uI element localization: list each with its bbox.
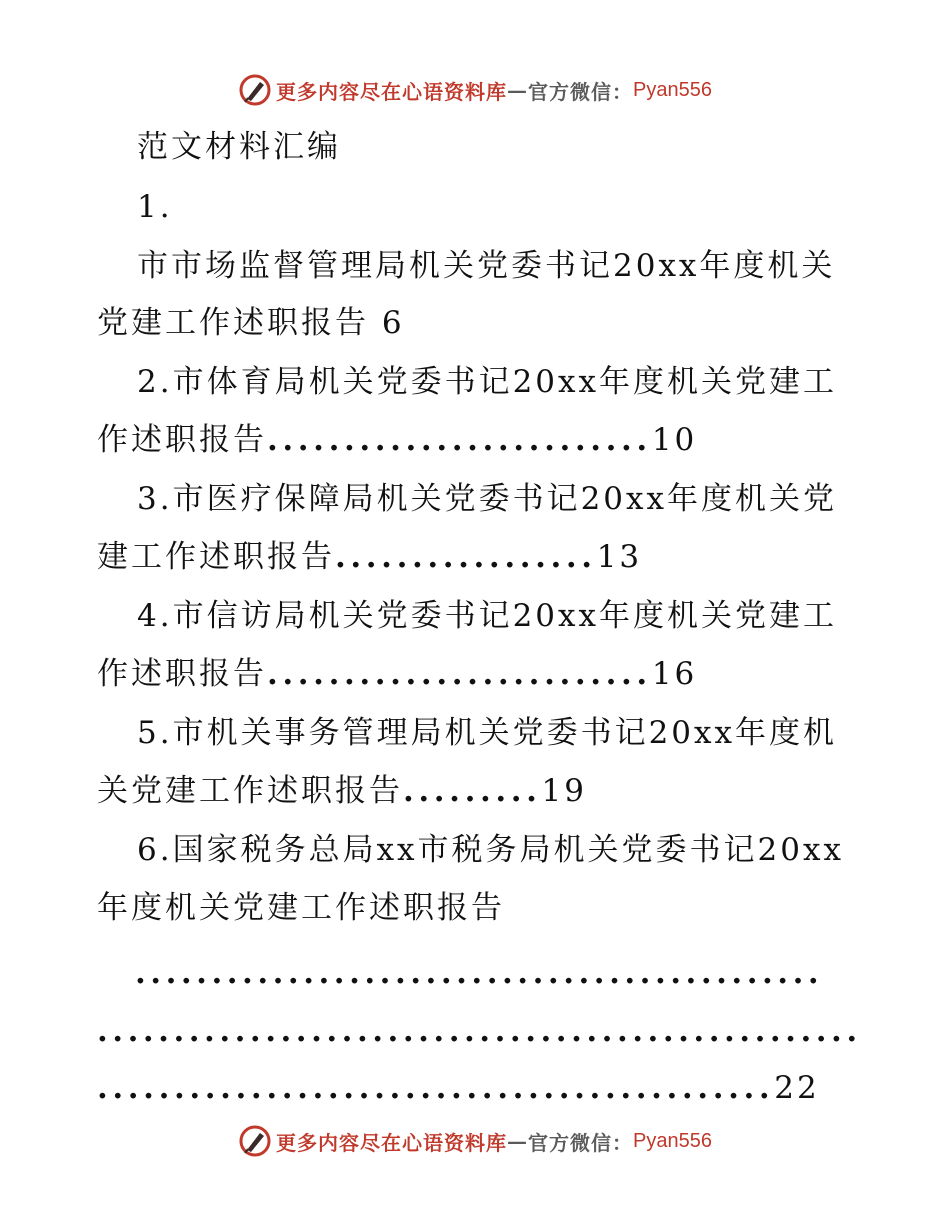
header-banner bbox=[0, 70, 950, 110]
entry-4-number: 4. bbox=[137, 598, 173, 634]
entry-4-line-2: 作述职报告 bbox=[97, 656, 267, 692]
entry-2-page: 10 bbox=[651, 422, 698, 458]
header-official-text: 官方微信： bbox=[528, 79, 634, 104]
entry-1-line-1: 市市场监督管理局机关党委书记20xx年度机关 bbox=[137, 248, 836, 284]
entry-5-line-1-wrap bbox=[137, 713, 837, 753]
entry-3-line-1-wrap bbox=[137, 479, 837, 519]
header-site-text: 更多内容尽在心语资料库 bbox=[276, 79, 508, 104]
entry-1-number: 1. bbox=[137, 189, 173, 225]
entry-3-line-1: 市医疗保障局机关党委书记20xx年度机关党 bbox=[172, 481, 837, 517]
entry-5-line-2: 关党建工作述职报告 bbox=[97, 773, 403, 809]
header-wechat-id: Pyan556 bbox=[633, 78, 712, 101]
header-dash: — bbox=[507, 78, 529, 102]
entry-2-line-2: 作述职报告 bbox=[97, 422, 267, 458]
footer-official-text: 官方微信： bbox=[528, 1130, 634, 1155]
entry-6-leader-3-wrap: ............................................22 bbox=[97, 1070, 820, 1106]
entry-3-page: 13 bbox=[596, 539, 643, 575]
quill-logo-icon bbox=[238, 1124, 272, 1158]
entry-6-line-2: 年度机关党建工作述职报告 bbox=[97, 890, 505, 926]
entry-1-line-2-wrap bbox=[97, 303, 405, 343]
entry-1-line-2: 党建工作述职报告 bbox=[97, 305, 369, 341]
entry-6-page: 22 bbox=[774, 1070, 820, 1106]
entry-2-line-1: 市体育局机关党委书记20xx年度机关党建工 bbox=[172, 364, 837, 400]
entry-4-line-1-wrap bbox=[137, 596, 837, 636]
entry-5-line-1: 市机关事务管理局机关党委书记20xx年度机 bbox=[172, 715, 837, 751]
entry-3-line-2: 建工作述职报告 bbox=[97, 539, 335, 575]
entry-6-leader-2: .................................................. bbox=[97, 1013, 862, 1049]
entry-4-page: 16 bbox=[651, 656, 698, 692]
footer-dash: — bbox=[507, 1129, 529, 1153]
footer-banner bbox=[0, 1121, 950, 1161]
footer-site-text: 更多内容尽在心语资料库 bbox=[276, 1130, 508, 1155]
document-title: 范文材料汇编 bbox=[137, 129, 341, 165]
entry-6-line-1-wrap bbox=[137, 830, 844, 870]
entry-5-line-2-wrap: 关党建工作述职报告.........19 bbox=[97, 773, 587, 809]
entry-4-line-2-wrap: 作述职报告.........................16 bbox=[97, 656, 698, 692]
entry-3-number: 3. bbox=[137, 481, 173, 517]
entry-2-line-1-wrap bbox=[137, 362, 837, 402]
entry-6-line-1: 国家税务总局xx市税务局机关党委书记20xx bbox=[172, 832, 844, 868]
entry-4-line-1: 市信访局机关党委书记20xx年度机关党建工 bbox=[172, 598, 837, 634]
entry-2-number: 2. bbox=[137, 364, 173, 400]
entry-1-page: 6 bbox=[381, 305, 405, 341]
entry-6-leader-1: ............................................. bbox=[135, 955, 824, 991]
footer-wechat-id: Pyan556 bbox=[633, 1129, 712, 1152]
entry-6-number: 6. bbox=[137, 832, 173, 868]
entry-5-page: 19 bbox=[541, 773, 587, 809]
quill-logo-icon bbox=[238, 73, 272, 107]
entry-3-line-2-wrap: 建工作述职报告.................13 bbox=[97, 539, 643, 575]
entry-2-line-2-wrap: 作述职报告.........................10 bbox=[97, 422, 698, 458]
entry-5-number: 5. bbox=[137, 715, 173, 751]
